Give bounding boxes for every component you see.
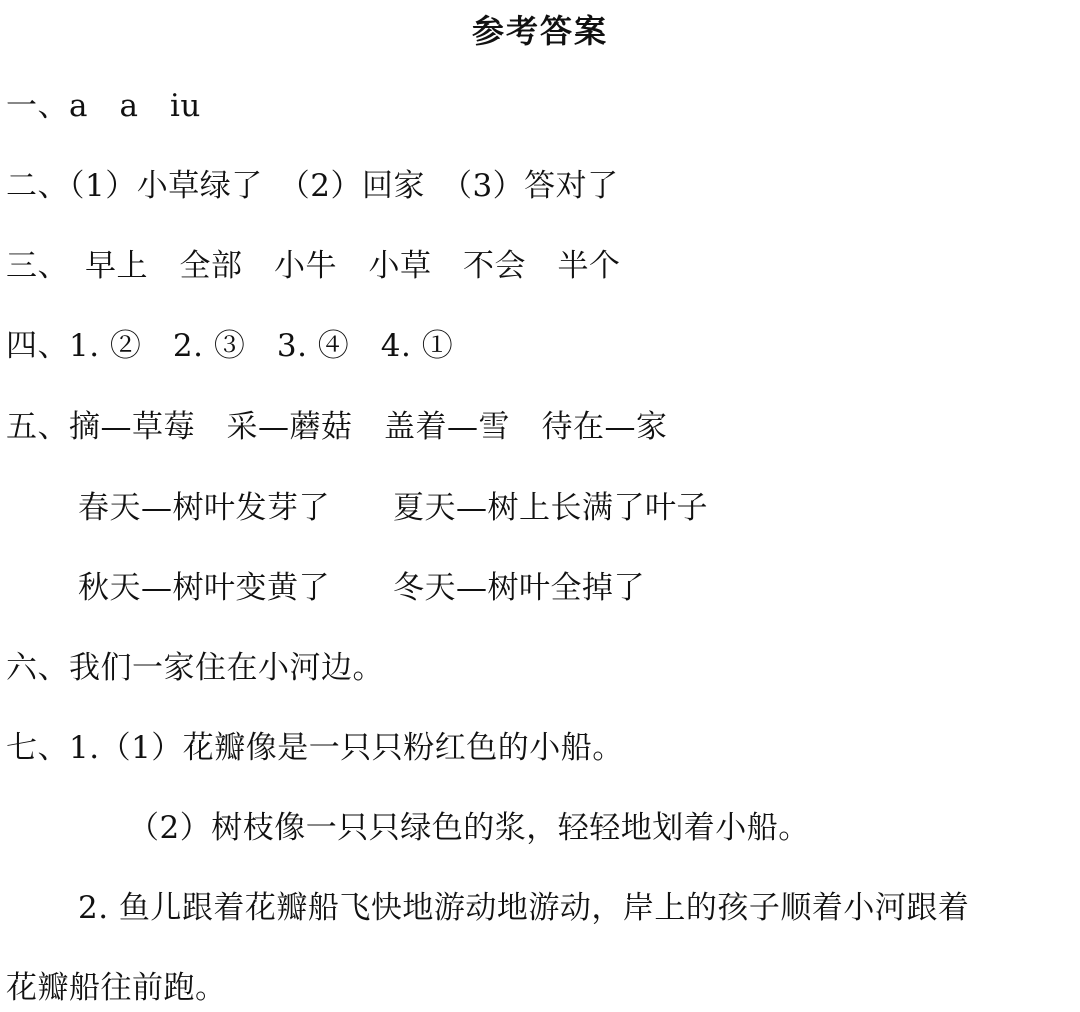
answer-section-3: 三、 早上 全部 小牛 小草 不会 半个 [6, 248, 621, 284]
answer-section-7-item-1-2: （2）树枝像一只只绿色的浆，轻轻地划着小船。 [128, 810, 810, 846]
answer-section-5-line-3: 秋天—树叶变黄了 冬天—树叶全掉了 [78, 570, 645, 606]
answer-section-7-item-2: 2. 鱼儿跟着花瓣船飞快地游动地游动，岸上的孩子顺着小河跟着 [78, 890, 970, 926]
answer-section-6: 六、我们一家住在小河边。 [6, 650, 384, 686]
answer-section-7-item-2-continued: 花瓣船往前跑。 [6, 970, 227, 1006]
answer-section-2: 二、（1）小草绿了 （2）回家 （3）答对了 [6, 168, 619, 204]
answer-section-4: 四、1. ② 2. ③ 3. ④ 4. ① [6, 328, 454, 364]
answer-section-1: 一、a a iu [6, 88, 201, 124]
page-title: 参考答案 [471, 12, 608, 50]
answer-section-5: 五、摘—草莓 采—蘑菇 盖着—雪 待在—家 [6, 409, 668, 445]
answer-section-7: 七、1.（1）花瓣像是一只只粉红色的小船。 [6, 730, 624, 766]
answer-section-5-line-2: 春天—树叶发芽了 夏天—树上长满了叶子 [78, 490, 708, 526]
